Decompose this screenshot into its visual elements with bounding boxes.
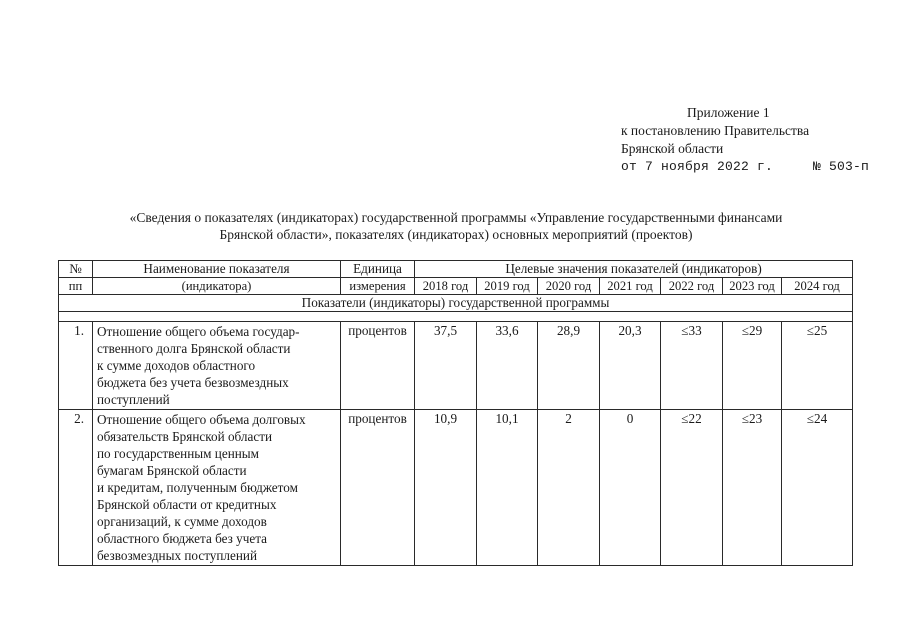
value-2023: ≤23 [723, 410, 782, 566]
indicator-name-line: к сумме доходов областного [97, 358, 256, 373]
indicator-name-line: бюджета без учета безвозмездных [97, 375, 289, 390]
header-name-bottom: (индикатора) [93, 278, 341, 295]
header-num-bottom: пп [59, 278, 93, 295]
header-name-top: Наименование показателя [93, 261, 341, 278]
header-year-2019: 2019 год [477, 278, 538, 295]
spacer-row [59, 312, 853, 322]
indicator-name-line: Отношение общего объема долговых [97, 412, 306, 427]
indicator-name-line: Отношение общего объема государ- [97, 324, 300, 339]
indicator-name-line: и кредитам, полученным бюджетом [97, 480, 298, 495]
indicator-name-line: ственного долга Брянской области [97, 341, 291, 356]
row-number: 1. [59, 322, 93, 410]
table-row-2 [59, 410, 853, 566]
header-year-2022: 2022 год [661, 278, 723, 295]
value-2022: ≤33 [661, 322, 723, 410]
table-header-row-2 [59, 278, 853, 295]
indicator-name-line: бумагам Брянской области [97, 463, 247, 478]
value-2019: 10,1 [477, 410, 538, 566]
header-unit-bottom: измерения [341, 278, 415, 295]
header-year-2023: 2023 год [723, 278, 782, 295]
header-year-2020: 2020 год [538, 278, 600, 295]
value-2018: 10,9 [415, 410, 477, 566]
table-row-1 [59, 322, 853, 410]
value-2024: ≤24 [782, 410, 853, 566]
section-title: Показатели (индикаторы) государственной программы [59, 295, 853, 312]
header-year-2024: 2024 год [782, 278, 853, 295]
appendix-date-number: от 7 ноября 2022 г. № 503-п [621, 159, 870, 174]
indicators-table [58, 260, 853, 566]
header-year-2018: 2018 год [415, 278, 477, 295]
value-2021: 20,3 [600, 322, 661, 410]
value-2018: 37,5 [415, 322, 477, 410]
table-header-row-1 [59, 261, 853, 278]
document-title-line-2: Брянской области», показателях (индикаторах) основных мероприятий (проектов) [219, 227, 693, 242]
header-unit-top: Единица [341, 261, 415, 278]
value-2023: ≤29 [723, 322, 782, 410]
value-2020: 28,9 [538, 322, 600, 410]
appendix-title: Приложение 1 [687, 105, 770, 120]
indicator-name-line: обязательств Брянской области [97, 429, 273, 444]
indicator-name [93, 410, 341, 566]
value-2020: 2 [538, 410, 600, 566]
indicator-name-line: безвозмездных поступлений [97, 548, 258, 563]
unit-cell: процентов [341, 410, 415, 566]
section-row [59, 295, 853, 312]
indicator-name-line: по государственным ценным [97, 446, 260, 461]
value-2024: ≤25 [782, 322, 853, 410]
unit-cell: процентов [341, 322, 415, 410]
indicator-name [93, 322, 341, 410]
value-2019: 33,6 [477, 322, 538, 410]
indicator-name-line: поступлений [97, 392, 170, 407]
header-targets: Целевые значения показателей (индикаторов) [415, 261, 853, 278]
document-title [60, 209, 852, 243]
row-number: 2. [59, 410, 93, 566]
indicator-name-line: Брянской области от кредитных [97, 497, 277, 512]
indicator-name-line: организаций, к сумме доходов [97, 514, 267, 529]
appendix-block [621, 104, 869, 176]
indicator-name-line: областного бюджета без учета [97, 531, 268, 546]
value-2021: 0 [600, 410, 661, 566]
appendix-region: Брянской области [621, 141, 724, 156]
header-num-top: № [59, 261, 93, 278]
spacer-cell [59, 312, 853, 322]
appendix-resolution: к постановлению Правительства [621, 123, 810, 138]
document-title-line-1: «Сведения о показателях (индикаторах) государственной программы «Управление государственными финансами [129, 210, 783, 225]
value-2022: ≤22 [661, 410, 723, 566]
header-year-2021: 2021 год [600, 278, 661, 295]
